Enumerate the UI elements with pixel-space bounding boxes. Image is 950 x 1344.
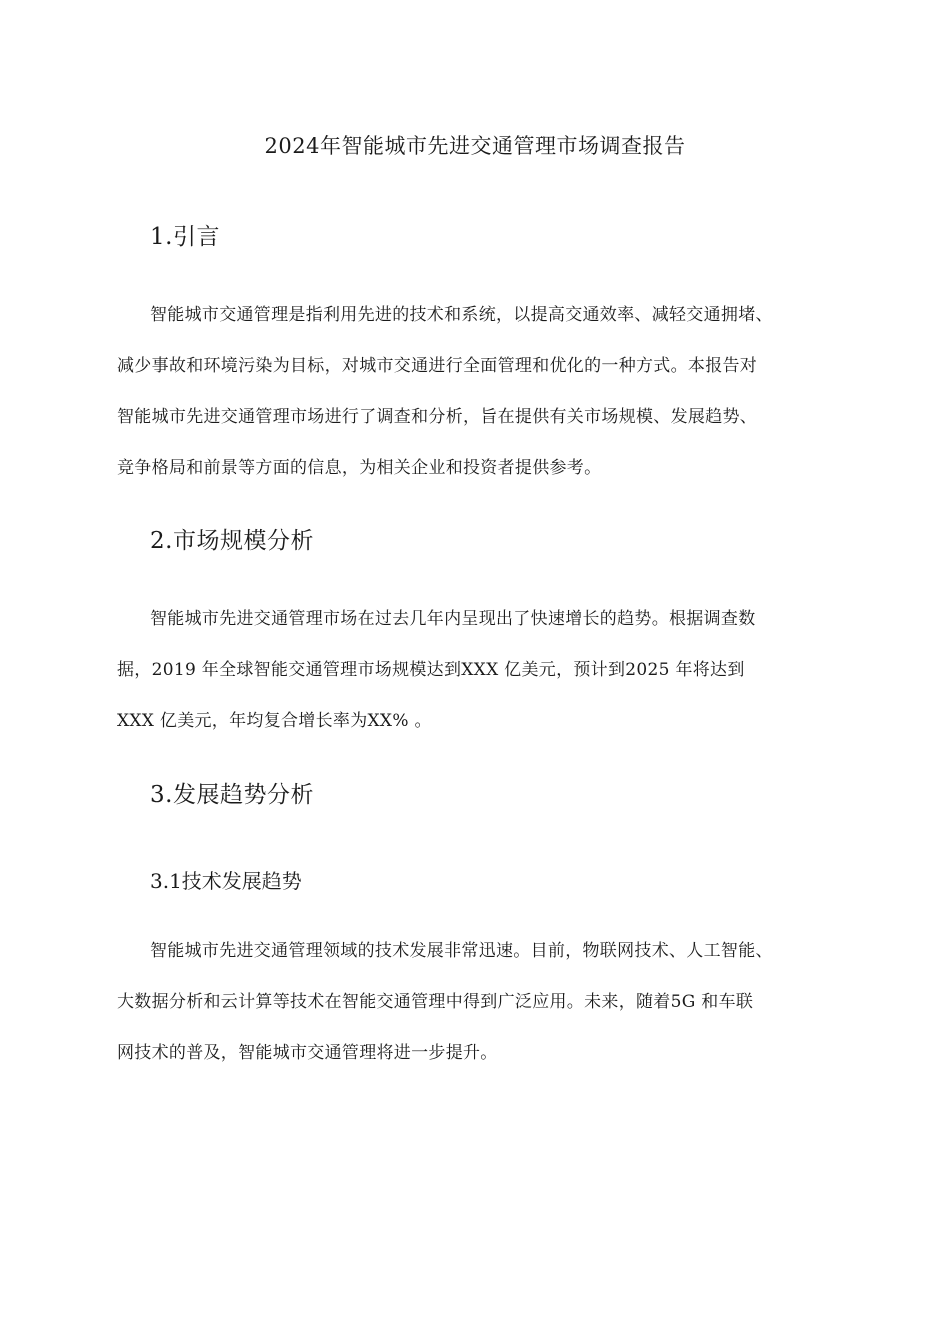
- paragraph-line: 智能城市先进交通管理市场在过去几年内呈现出了快速增长的趋势。根据调查数: [150, 609, 756, 629]
- paragraph-market-size: [117, 608, 847, 761]
- paragraph-line: 智能城市先进交通管理市场进行了调查和分析，旨在提供有关市场规模、发展趋势、: [117, 407, 758, 427]
- paragraph-introduction: [117, 304, 847, 508]
- document-title: 2024年智能城市先进交通管理市场调查报告: [264, 134, 686, 158]
- section-heading-market-size: 2.市场规模分析: [150, 528, 314, 554]
- paragraph-line: 智能城市先进交通管理领域的技术发展非常迅速。目前，物联网技术、人工智能、: [150, 941, 773, 961]
- section-heading-development-trends: 3.发展趋势分析: [150, 782, 314, 808]
- paragraph-line: XXX 亿美元，年均复合增长率为XX% 。: [117, 711, 432, 731]
- paragraph-line: 网技术的普及，智能城市交通管理将进一步提升。: [117, 1043, 498, 1063]
- subsection-heading-technology-trends: 3.1技术发展趋势: [150, 869, 302, 893]
- paragraph-line: 智能城市交通管理是指利用先进的技术和系统，以提高交通效率、减轻交通拥堵、: [150, 305, 773, 325]
- paragraph-line: 据，2019 年全球智能交通管理市场规模达到XXX 亿美元，预计到2025 年将达到: [117, 660, 745, 680]
- paragraph-line: 大数据分析和云计算等技术在智能交通管理中得到广泛应用。未来，随着5G 和车联: [117, 992, 754, 1012]
- paragraph-technology-trends: [117, 940, 847, 1093]
- paragraph-line: 减少事故和环境污染为目标，对城市交通进行全面管理和优化的一种方式。本报告对: [117, 356, 758, 376]
- paragraph-line: 竞争格局和前景等方面的信息，为相关企业和投资者提供参考。: [117, 458, 602, 478]
- section-heading-introduction: 1.引言: [150, 224, 220, 250]
